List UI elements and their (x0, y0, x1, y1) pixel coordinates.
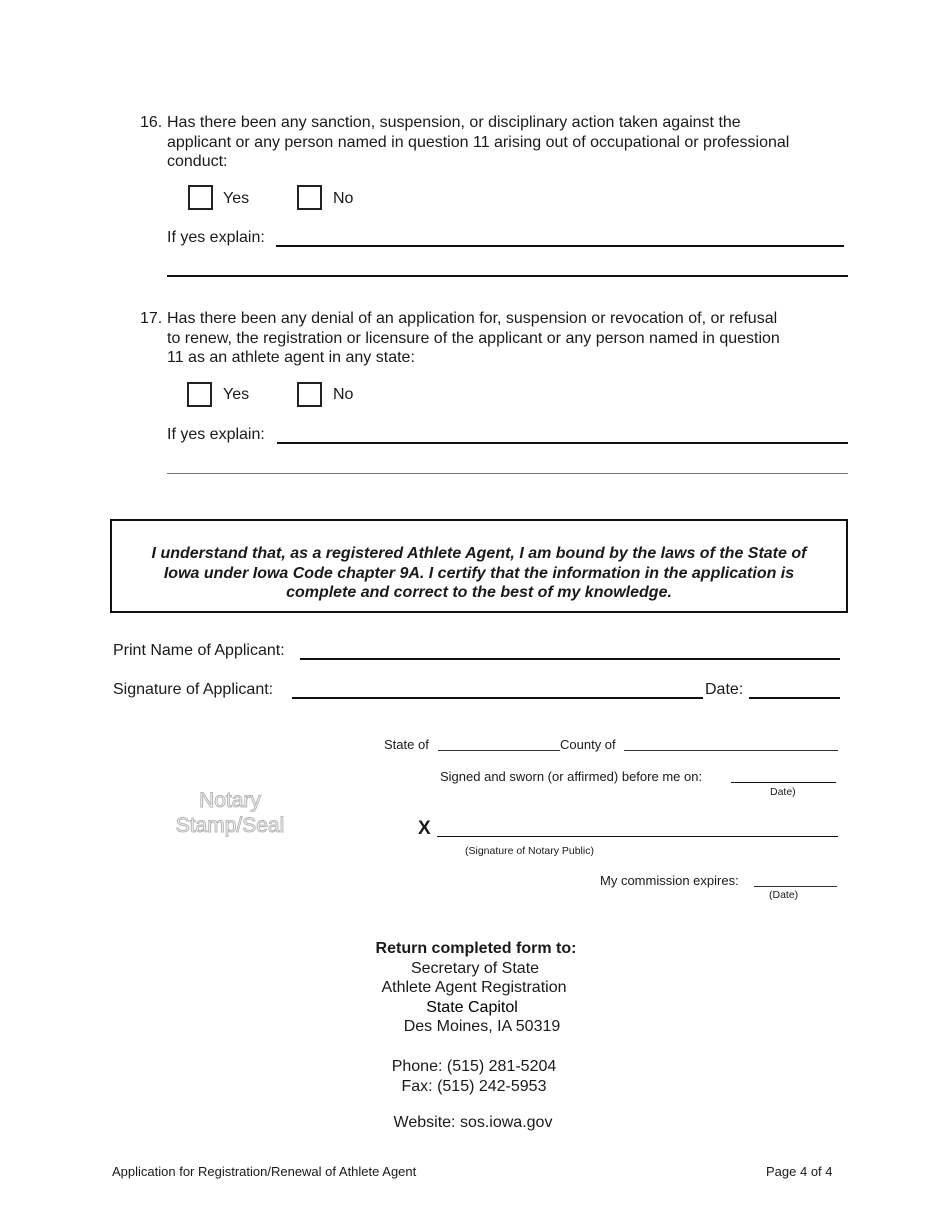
q17-yes-checkbox[interactable] (187, 382, 212, 407)
q16-no-label: No (333, 190, 354, 207)
q17-explain-line-1[interactable] (277, 442, 848, 444)
return-heading: Return completed form to: (375, 940, 577, 957)
certification-line-1: I understand that, as a registered Athlete Agent, I am bound by the laws of the State of (151, 545, 807, 562)
q16-explain-label: If yes explain: (167, 229, 265, 246)
date-line[interactable] (749, 697, 840, 699)
certification-line-2: Iowa under Iowa Code chapter 9A. I certify that the information in the application is (163, 564, 795, 582)
footer-page-number: Page 4 of 4 (766, 1164, 833, 1179)
return-address-line-1: Secretary of State (410, 960, 540, 977)
q17-no-label: No (333, 386, 354, 403)
q16-explain-line-1[interactable] (276, 245, 844, 247)
question-17-number: 17. (140, 310, 163, 327)
x-mark: X (418, 818, 431, 839)
question-17-line-1: Has there been any denial of an application for, suspension or revocation of, or refusal (167, 310, 778, 327)
return-address-line-3: State Capitol (426, 999, 518, 1016)
certification-box (110, 519, 848, 613)
notary-stamp-line-1: Notary (199, 789, 261, 812)
return-phone: Phone: (515) 281-5204 (391, 1058, 557, 1075)
question-16-text (167, 113, 857, 172)
question-16-line-3: conduct: (167, 153, 228, 170)
question-16-line-1: Has there been any sanction, suspension, or disciplinary action taken against the (167, 114, 741, 131)
q16-no-checkbox[interactable] (297, 185, 322, 210)
q17-explain-label: If yes explain: (167, 426, 265, 443)
question-17-line-2: to renew, the registration or licensure of the applicant or any person named in question (167, 329, 780, 347)
footer-title: Application for Registration/Renewal of Athlete Agent (112, 1164, 417, 1179)
return-fax: Fax: (515) 242-5953 (401, 1078, 547, 1095)
q16-yes-label: Yes (223, 190, 250, 207)
county-of-label: County of (560, 737, 616, 752)
q17-yes-label: Yes (223, 386, 250, 403)
q16-yes-checkbox[interactable] (188, 185, 213, 210)
return-website[interactable]: Website: sos.iowa.gov (393, 1114, 553, 1131)
question-16-number: 16. (140, 114, 163, 131)
certification-line-3: complete and correct to the best of my knowledge. (286, 584, 672, 601)
notary-signature-caption: (Signature of Notary Public) (465, 845, 594, 857)
print-name-line[interactable] (300, 658, 840, 660)
signature-label: Signature of Applicant: (113, 681, 274, 698)
print-name-label: Print Name of Applicant: (113, 642, 285, 659)
date-label: Date: (705, 681, 744, 698)
commission-label: My commission expires: (600, 873, 739, 888)
return-address-line-4: Des Moines, IA 50319 (403, 1018, 561, 1035)
state-of-line[interactable] (438, 750, 560, 751)
signature-line[interactable] (292, 697, 703, 699)
question-17-text (167, 309, 857, 368)
question-17-line-3: 11 as an athlete agent in any state: (167, 349, 415, 366)
notary-signature-line[interactable] (437, 836, 838, 837)
sworn-label: Signed and sworn (or affirmed) before me on: (440, 769, 703, 784)
q17-explain-line-2[interactable] (167, 473, 848, 474)
q17-no-checkbox[interactable] (297, 382, 322, 407)
commission-date-line[interactable] (754, 886, 837, 887)
sworn-date-line[interactable] (731, 782, 836, 783)
return-address-line-2: Athlete Agent Registration (381, 979, 567, 996)
state-of-label: State of (384, 737, 429, 752)
notary-stamp-placeholder (160, 788, 300, 838)
county-of-line[interactable] (624, 750, 838, 751)
sworn-date-caption: Date) (770, 786, 796, 798)
notary-stamp-line-2: Stamp/Seal (175, 814, 285, 837)
q16-explain-line-2[interactable] (167, 275, 848, 277)
question-16-line-2: applicant or any person named in question 11 arising out of occupational or professional (167, 133, 790, 151)
commission-date-caption: (Date) (769, 889, 799, 901)
